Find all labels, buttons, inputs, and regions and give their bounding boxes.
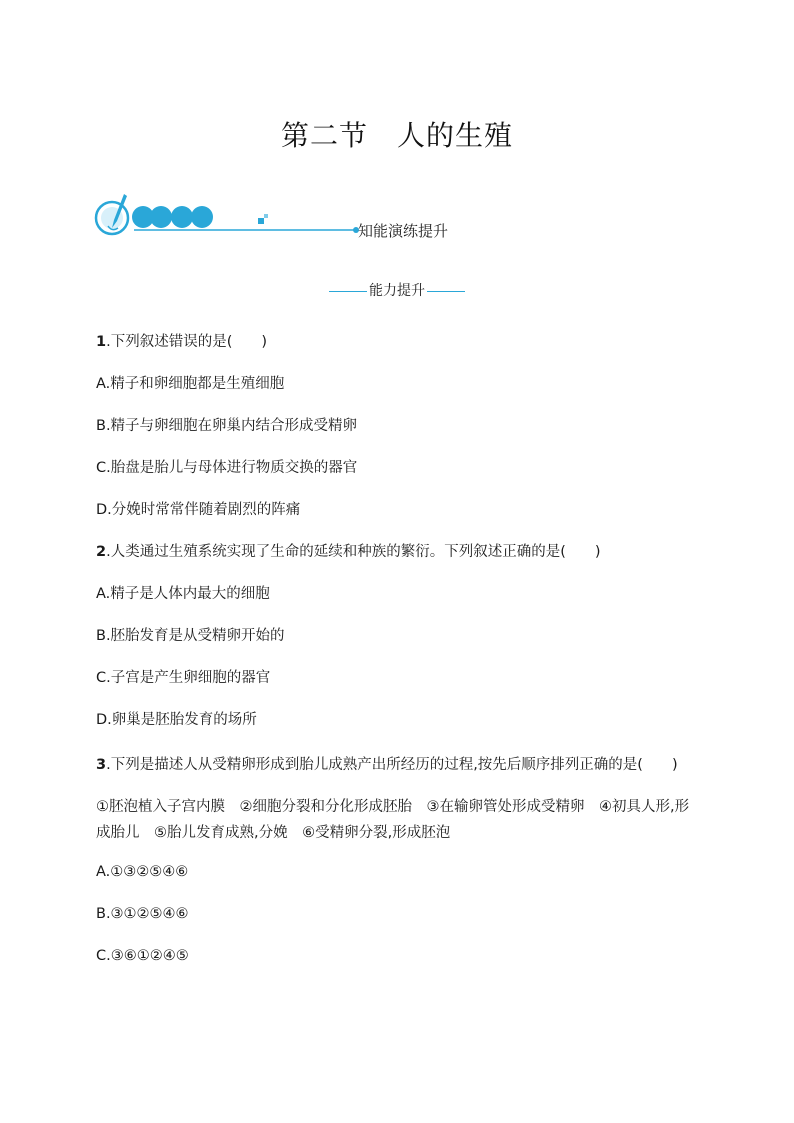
question-text: .人类通过生殖系统实现了生命的延续和种族的繁衍。下列叙述正确的是( ) <box>106 544 601 560</box>
page-title: 第二节 人的生殖 <box>280 119 513 152</box>
banner-dots <box>132 206 213 228</box>
section-banner <box>94 190 474 240</box>
question-number: 2 <box>96 544 107 560</box>
pen-badge-icon <box>96 194 128 234</box>
question-list <box>96 332 696 988</box>
question-2-option-d: D.卵巢是胚胎发育的场所 <box>96 712 257 728</box>
question-3-option-c: C.③⑥①②④⑤ <box>96 948 189 964</box>
question-1-option-c: C.胎盘是胎儿与母体进行物质交换的器官 <box>96 460 358 476</box>
question-1-option-b: B.精子与卵细胞在卵巢内结合形成受精卵 <box>96 418 358 434</box>
section-heading-text: 能力提升 <box>369 283 425 299</box>
question-2-option-a: A.精子是人体内最大的细胞 <box>96 586 270 602</box>
question-2-option-b: B.胚胎发育是从受精卵开始的 <box>96 628 285 644</box>
question-text: .下列叙述错误的是( ) <box>106 334 268 350</box>
banner-squares-icon <box>258 214 268 224</box>
question-text: .下列是描述人从受精卵形成到胎儿成熟产出所经历的过程,按先后顺序排列正确的是( ) <box>106 757 678 773</box>
question-1-option-d: D.分娩时常常伴随着剧烈的阵痛 <box>96 502 301 518</box>
question-2-stem <box>96 542 696 562</box>
heading-rule-right <box>427 291 465 292</box>
question-1-option-a: A.精子和卵细胞都是生殖细胞 <box>96 376 285 392</box>
question-3-option-a: A.①③②⑤④⑥ <box>96 864 189 880</box>
banner-label: 知能演练提升 <box>358 222 449 240</box>
question-1-stem <box>96 332 696 352</box>
question-number: 1 <box>96 334 107 350</box>
question-3-option-b: B.③①②⑤④⑥ <box>96 906 189 922</box>
heading-rule-left <box>329 291 367 292</box>
question-3-steps: ①胚泡植入子宫内膜 ②细胞分裂和分化形成胚胎 ③在输卵管处形成受精卵 ④初具人形,形成胎儿 ⑤胎儿发育成熟,分娩 ⑥受精卵分裂,形成胚泡 <box>96 799 690 841</box>
section-heading <box>0 280 794 300</box>
question-3-stem <box>96 752 696 778</box>
question-2-option-c: C.子宫是产生卵细胞的器官 <box>96 670 271 686</box>
question-number: 3 <box>96 757 107 773</box>
